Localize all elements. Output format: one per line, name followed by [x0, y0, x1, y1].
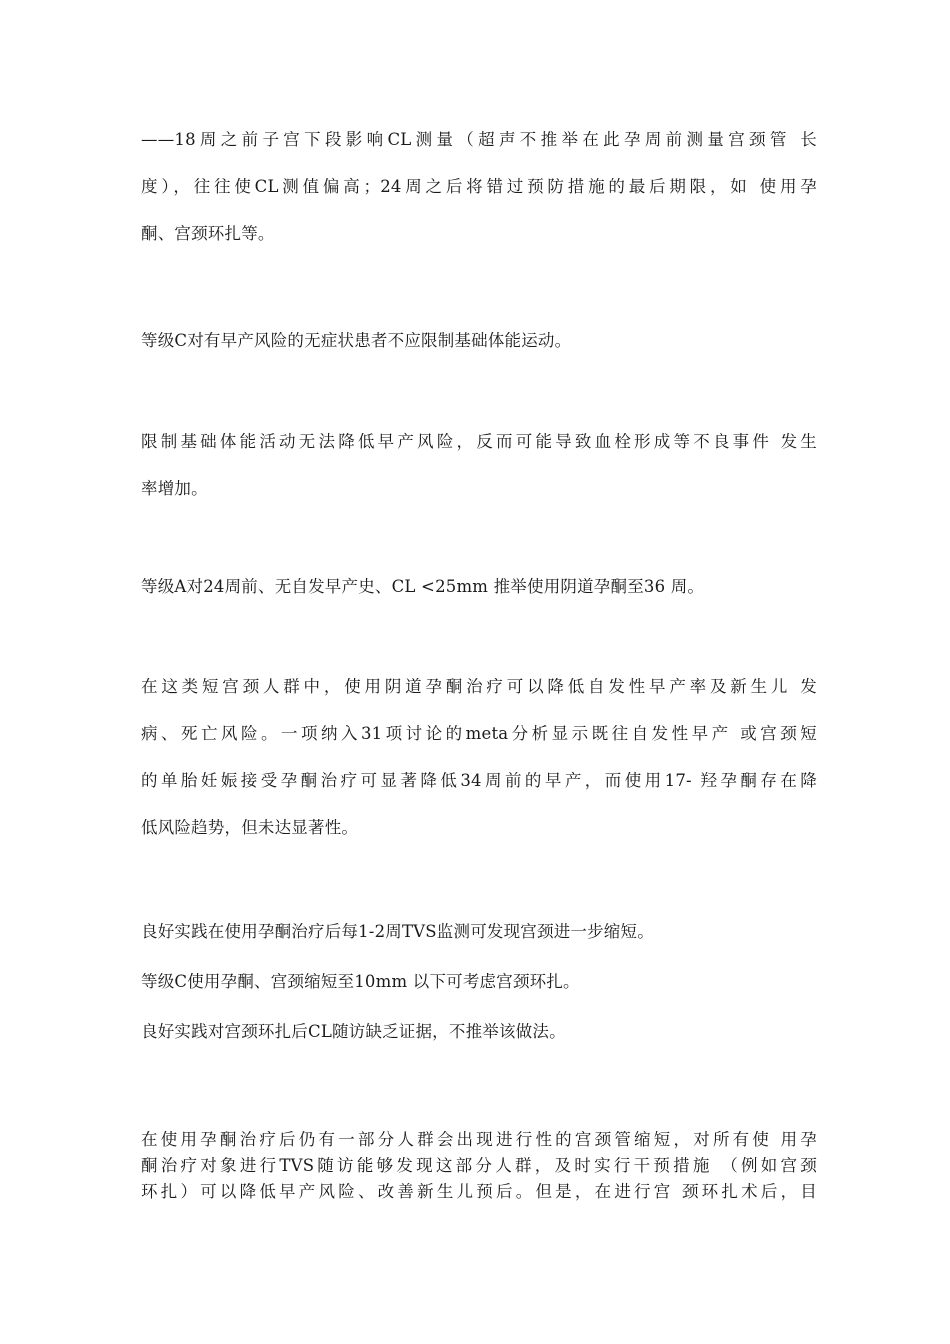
text-line: 等级C使用孕酮、宫颈缩短至10mm 以下可考虑宫颈环扎。 — [141, 972, 580, 991]
text-line: 等级A对24周前、无自发早产史、CL <25mm 推举使用阴道孕酮至36 周。 — [141, 577, 705, 596]
text-line: 度），往往使CL测值偏高；24周之后将错过预防措施的最后期限，如 使用孕 — [141, 177, 817, 196]
text-line: ——18周之前子宫下段影响CL测量（超声不推举在此孕周前测量宫颈管 长 — [141, 130, 817, 149]
paragraph-activity-restriction — [141, 418, 817, 512]
paragraph-cl-measurement-timing — [141, 116, 817, 257]
paragraph-grade-c-activity — [141, 317, 817, 364]
text-line: 率增加。 — [141, 479, 208, 498]
paragraph-good-practice-tvs — [141, 908, 817, 955]
text-line: 在这类短宫颈人群中，使用阴道孕酮治疗可以降低自发性早产率及新生儿 发 — [141, 677, 817, 696]
text-line: 在使用孕酮治疗后仍有一部分人群会出现进行性的宫颈管缩短，对所有使 用孕 — [141, 1130, 817, 1149]
text-line: 酮、宫颈环扎等。 — [141, 224, 275, 243]
text-line: 低风险趋势，但未达显著性。 — [141, 818, 359, 837]
text-line: 等级C对有早产风险的无症状患者不应限制基础体能运动。 — [141, 331, 572, 350]
text-line: 环扎）可以降低早产风险、改善新生儿预后。但是，在进行宫 颈环扎术后，目 — [141, 1182, 817, 1201]
paragraph-good-practice-followup — [141, 1008, 817, 1055]
paragraph-progressive-shortening — [141, 1127, 817, 1205]
paragraph-grade-c-cerclage — [141, 958, 817, 1005]
paragraph-grade-a-progesterone — [141, 563, 817, 610]
paragraph-short-cervix-evidence — [141, 663, 817, 851]
text-line: 病、死亡风险。一项纳入31项讨论的meta分析显示既往自发性早产 或宫颈短 — [141, 724, 817, 743]
text-line: 良好实践在使用孕酮治疗后每1-2周TVS监测可发现宫颈进一步缩短。 — [141, 922, 654, 941]
text-line: 酮治疗对象进行TVS随访能够发现这部分人群，及时实行干预措施 （例如宫颈 — [141, 1156, 817, 1175]
text-line: 限制基础体能活动无法降低早产风险，反而可能导致血栓形成等不良事件 发生 — [141, 432, 817, 451]
text-line: 的单胎妊娠接受孕酮治疗可显著降低34周前的早产，而使用17- 羟孕酮存在降 — [141, 771, 817, 790]
text-line: 良好实践对宫颈环扎后CL随访缺乏证据，不推举该做法。 — [141, 1022, 566, 1041]
